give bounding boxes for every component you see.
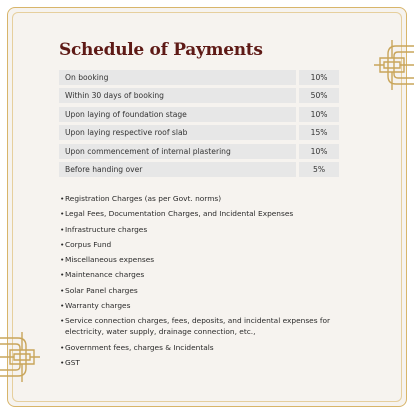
- list-item: • Government fees, charges & Incidentals: [60, 342, 360, 353]
- stage-cell: On booking: [59, 70, 296, 85]
- percent-cell: 10%: [299, 144, 339, 159]
- payment-schedule-table: [59, 70, 339, 180]
- list-item: • Legal Fees, Documentation Charges, and Incidental Expenses: [60, 208, 360, 219]
- list-item: • Maintenance charges: [60, 269, 360, 280]
- list-item: • Infrastructure charges: [60, 224, 360, 235]
- stage-cell: Upon commencement of internal plastering: [59, 144, 296, 159]
- list-item: • Registration Charges (as per Govt. norms): [60, 193, 360, 204]
- table-row: [59, 88, 339, 103]
- list-item: • Service connection charges, fees, deposits, and incidental expenses for electricity, water supply, drainage connection, etc.,: [60, 315, 360, 337]
- celtic-knot-icon: [0, 330, 44, 384]
- table-row: [59, 107, 339, 122]
- additional-charges-list: [60, 193, 360, 372]
- table-row: [59, 70, 339, 85]
- percent-cell: 15%: [299, 125, 339, 140]
- page-title: Schedule of Payments: [59, 40, 263, 60]
- table-row: [59, 162, 339, 177]
- table-row: [59, 125, 339, 140]
- percent-cell: 10%: [299, 107, 339, 122]
- list-item: • Miscellaneous expenses: [60, 254, 360, 265]
- stage-cell: Within 30 days of booking: [59, 88, 296, 103]
- percent-cell: 10%: [299, 70, 339, 85]
- list-item: • Corpus Fund: [60, 239, 360, 250]
- list-item: • Warranty charges: [60, 300, 360, 311]
- celtic-knot-icon: [370, 38, 414, 92]
- stage-cell: Before handing over: [59, 162, 296, 177]
- stage-cell: Upon laying respective roof slab: [59, 125, 296, 140]
- percent-cell: 5%: [299, 162, 339, 177]
- list-item: • GST: [60, 357, 360, 368]
- list-item: • Solar Panel charges: [60, 285, 360, 296]
- table-row: [59, 144, 339, 159]
- stage-cell: Upon laying of foundation stage: [59, 107, 296, 122]
- percent-cell: 50%: [299, 88, 339, 103]
